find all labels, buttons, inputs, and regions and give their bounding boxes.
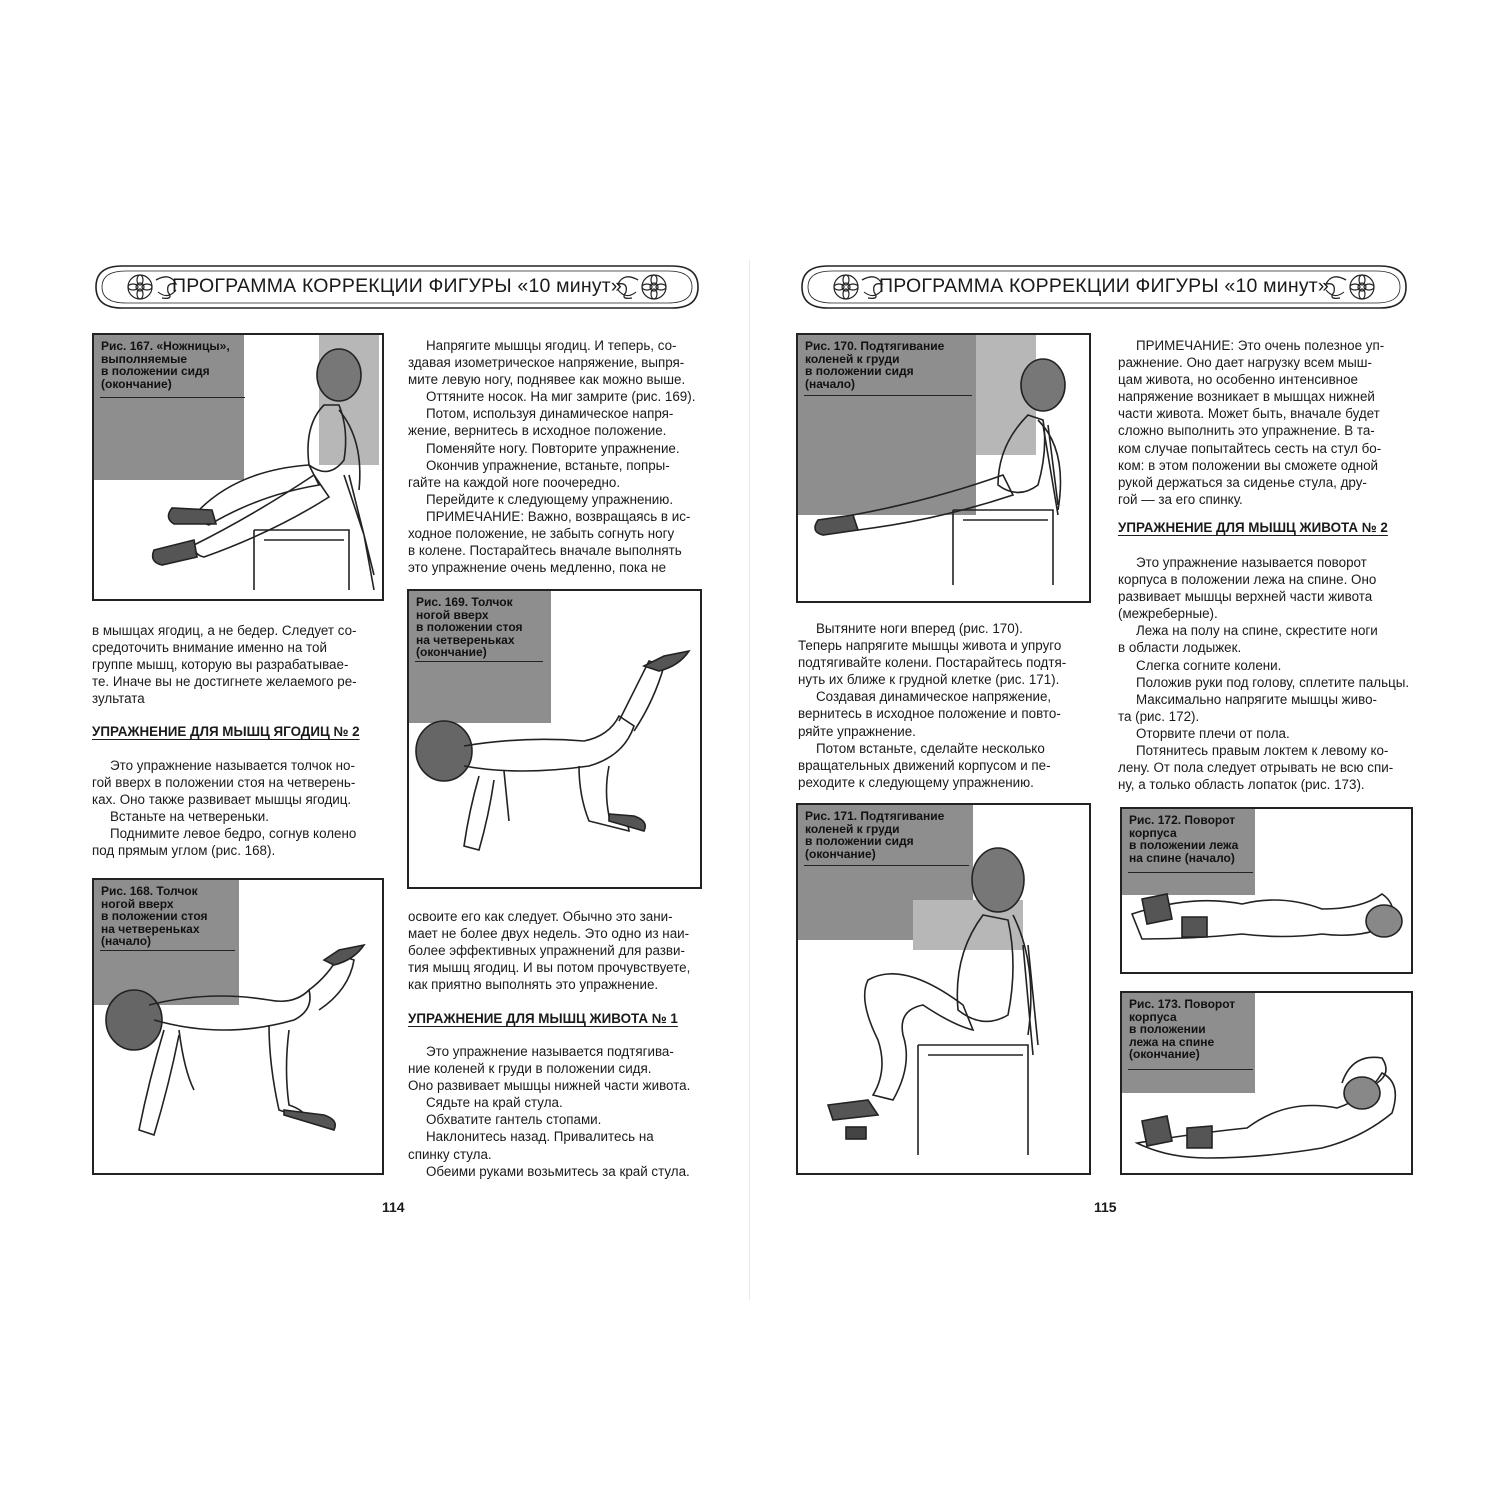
figure-168 (92, 878, 384, 1175)
figure-caption: Рис. 169. Толчок ногой вверх в положении стоя на четвереньках (окончание) (416, 595, 523, 660)
illustration-lying-crunch-start (1122, 809, 1413, 974)
figure-caption: Рис. 167. «Ножницы», выполняемые в положении сидя (окончание) (101, 339, 230, 391)
paragraph-abs-2: Это упражнение называется поворот корпуса в положении лежа на спине. Оно развивает мышцы верхней части живота (межреберные). Лежа на полу на спине, скрестите ноги в области лодыжек. Слегка согните колени. Положив руки под голову, сплетите пальцы. Максимально напрягите мышцы живо- та (рис. 172). Оторвите плечи от пола. Потянитесь правым локтем к левому ко- лену. От пола следует отрывать не всю спи- ну, а только область лопаток (рис. 173). (1118, 555, 1410, 793)
header-title: ПРОГРАММА КОРРЕКЦИИ ФИГУРЫ «10 минут» (172, 275, 622, 297)
paragraph-col1-mid: Вытяните ноги вперед (рис. 170). Теперь напрягите мышцы живота и упруго подтягивайте колени. Постарайтесь подтя- нуть их ближе к грудной клетке (рис. 171). Создавая динамическое напряжение, вернитесь в исходное положение и повто- ряйте упражнение. Потом встаньте, сделайте несколько вращательных движений корпусом и пе- реходите к следующему упражнению. (798, 621, 1067, 790)
figure-173 (1120, 991, 1413, 1175)
paragraph-note: ПРИМЕЧАНИЕ: Это очень полезное уп- ражнение. Оно дает нагрузку всем мыш- цам живота, но особенно интенсивное напряжение возникает в мышцах нижней части живота. Может быть, вначале будет сложно выполнить это упражнение. В та- ком случае попытайтесь сесть на стул бо- ком: в этом положении вы сможете одной рукой держаться за сиденье стула, дру- гой — за его спинку. (1118, 338, 1385, 507)
illustration-seated-knee-pull-start (798, 335, 1091, 603)
illustration-seated-knee-pull-end (798, 805, 1091, 1175)
figure-170 (796, 333, 1091, 603)
running-header (798, 262, 1410, 312)
figure-172 (1120, 807, 1413, 974)
figure-167 (92, 333, 384, 601)
figure-caption: Рис. 173. Поворот корпуса в положении лежа на спине (окончание) (1129, 997, 1236, 1062)
figure-169 (407, 589, 702, 889)
paragraph-glutes-2: Это упражнение называется толчок но- гой вверх в положении стоя на четверень- ках. Оно также развивает мышцы ягодиц. Встаньте на четвереньки. Поднимите левое бедро, согнув колено под прямым углом (рис. 168). (92, 758, 357, 859)
paragraph-abs-1: Это упражнение называется подтягива- ние коленей к груди в положении сидя. Оно развивает мышцы нижней части живота. Сядьте на край стула. Обхватите гантель стопами. Наклонитесь назад. Привалитесь на спинку стула. Обеими руками возьмитесь за край стула. (408, 1044, 691, 1179)
illustration-kneeling-leg-lift-end (409, 591, 702, 889)
running-header (92, 262, 702, 312)
paragraph-col2-bottom: освоите его как следует. Обычно это зани- мает не более двух недель. Это одно из наи- более эффективных упражнений для разви- тия мышц ягодиц. И вы потом прочувствуете, как приятно выполнять это упражнение. (408, 909, 691, 993)
page-number: 114 (382, 1199, 405, 1215)
figure-caption: Рис. 170. Подтягивание коленей к груди в положении сидя (начало) (805, 339, 945, 391)
header-title: ПРОГРАММА КОРРЕКЦИИ ФИГУРЫ «10 минут» (879, 275, 1329, 297)
illustration-lying-crunch-end (1122, 993, 1413, 1175)
illustration-kneeling-leg-lift-start (94, 880, 384, 1175)
paragraph-col1-mid: в мышцах ягодиц, а не бедер. Следует со- средоточить внимание именно на той группе мышц, которую вы разрабатывае- те. Иначе вы не достигнете желаемого ре- зультата (92, 623, 357, 707)
heading-glutes-2: УПРАЖНЕНИЕ ДЛЯ МЫШЦ ЯГОДИЦ № 2 (92, 724, 360, 739)
figure-171 (796, 803, 1091, 1175)
heading-abs-1: УПРАЖНЕНИЕ ДЛЯ МЫШЦ ЖИВОТА № 1 (408, 1011, 678, 1026)
paragraph-col2-top: Напрягите мышцы ягодиц. И теперь, со- здавая изометрическое напряжение, выпря- мите левую ногу, поднявее как можно выше. Оттяните носок. На миг замрите (рис. 169). Потом, используя динамическое напря- жение, вернитесь в исходное положение. Поменяйте ногу. Повторите упражнение. Окончив упражнение, встаньте, попры- гайте на каждой ноге поочередно. Перейдите к следующему упражнению. ПРИМЕЧАНИЕ: Важно, возвращаясь в ис- ходное положение, не забыть согнуть ногу в колене. Постарайтесь вначале выполнять это упражнение очень медленно, пока не (408, 338, 696, 576)
heading-abs-2: УПРАЖНЕНИЕ ДЛЯ МЫШЦ ЖИВОТА № 2 (1118, 520, 1388, 535)
page-number: 115 (1094, 1199, 1117, 1215)
figure-caption: Рис. 171. Подтягивание коленей к груди в положении сидя (окончание) (805, 809, 945, 861)
page-115 (750, 0, 1500, 1500)
figure-caption: Рис. 168. Толчок ногой вверх в положении стоя на четвереньках (начало) (101, 884, 208, 949)
figure-caption: Рис. 172. Поворот корпуса в положении лежа на спине (начало) (1129, 813, 1239, 865)
illustration-seated-scissors (94, 335, 384, 601)
